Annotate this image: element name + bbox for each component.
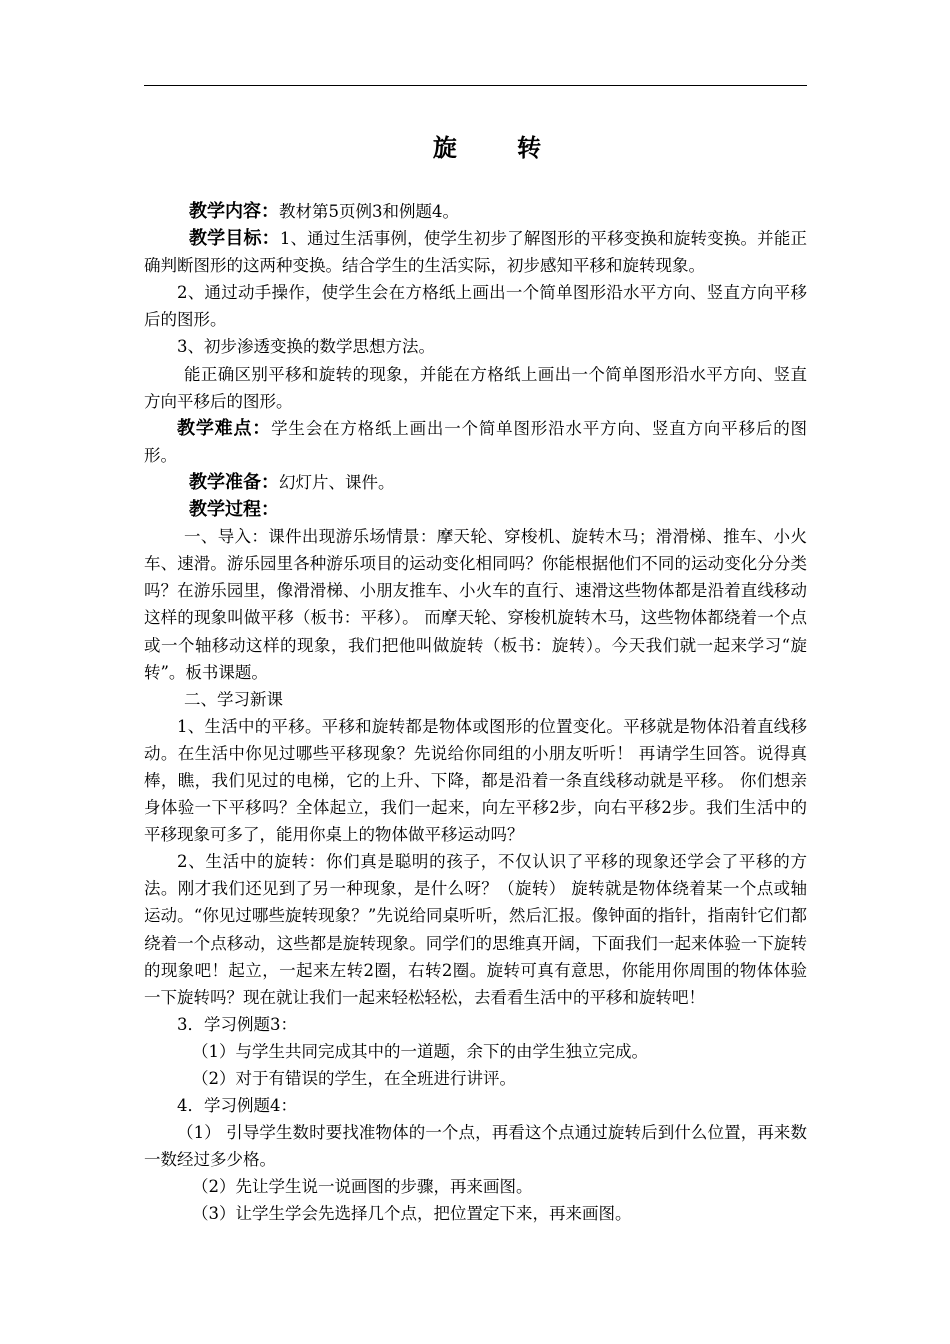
new-lesson-paragraph-2: 2、生活中的旋转：你们真是聪明的孩子，不仅认识了平移的现象还学会了平移的方法。刚才我们还见到了另一种现象，是什么呀？（旋转） 旋转就是物体绕着某一个点或轴运动。“你见过哪些旋转现象？”先说给同桌听听，然后汇报。像钟面的指针，指南针它们都绕着一个点移动，这些都是旋转现象。同学们的思维真开阔，下面我们一起来体验一下旋转的现象吧！起立，一起来左转2圈，右转2圈。旋转可真有意思，你能用你周围的物体体验一下旋转吗？现在就让我们一起来轻松轻松，去看看生活中的平移和旋转吧！	[144, 852, 807, 1007]
difficulty-label: 教学难点：	[177, 417, 272, 439]
example4-item-2: （2）先让学生说一说画图的步骤，再来画图。	[192, 1177, 533, 1197]
content-text: 教材第5页例3和例题4。	[279, 202, 459, 221]
example4-item-3: （3）让学生学会先选择几个点，把位置定下来，再来画图。	[192, 1204, 632, 1224]
document-body	[144, 198, 807, 1228]
objectives-paragraph	[144, 225, 807, 279]
objectives-item-1: 1、通过生活事例，使学生初步了解图形的平移变换和旋转变换。并能正确判断图形的这两种变换。结合学生的生活实际，初步感知平移和旋转现象。	[144, 229, 808, 276]
example4-item-1: （1） 引导学生数时要找准物体的一个点，再看这个点通过旋转后到什么位置，再来数一数经过多少格。	[144, 1123, 807, 1170]
difficulty-text: 学生会在方格纸上画出一个简单图形沿水平方向、竖直方向平移后的图形。	[144, 418, 808, 465]
key-points-paragraph: 能正确区别平移和旋转的现象，并能在方格纸上画出一个简单图形沿水平方向、竖直方向平移后的图形。	[144, 364, 807, 411]
new-lesson-heading: 二、学习新课	[184, 689, 283, 709]
objectives-item-3: 3、初步渗透变换的数学思想方法。	[177, 337, 435, 357]
preparation-label: 教学准备：	[189, 471, 279, 493]
process-intro-paragraph: 一、导入：课件出现游乐场情景：摩天轮、穿梭机、旋转木马；滑滑梯、推车、小火车、速滑。游乐园里各种游乐项目的运动变化相同吗？你能根据他们不同的运动变化分分类吗？在游乐园里，像滑滑梯、小朋友推车、小火车的直行、速滑这些物体都是沿着直线移动这样的现象叫做平移（板书：平移）。 而摩天轮、穿梭机旋转木马，这些物体都绕着一个点或一个轴移动这样的现象，我们把他叫做旋转（板书：旋转）。今天我们就一起来学习“旋转”。板书课题。	[144, 527, 807, 682]
content-label: 教学内容：	[189, 201, 279, 222]
process-paragraph	[144, 496, 807, 523]
example4-heading: 4．学习例题4：	[177, 1096, 297, 1116]
process-label: 教学过程：	[189, 499, 279, 521]
example3-item-2: （2）对于有错误的学生，在全班进行讲评。	[192, 1069, 516, 1088]
example3-heading: 3．学习例题3：	[177, 1014, 297, 1034]
objectives-item-2: 2、通过动手操作，使学生会在方格纸上画出一个简单图形沿水平方向、竖直方向平移后的图形。	[144, 283, 807, 330]
preparation-text: 幻灯片、课件。	[279, 472, 395, 492]
new-lesson-paragraph-1: 1、生活中的平移。平移和旋转都是物体或图形的位置变化。平移就是物体沿着直线移动。在生活中你见过哪些平移现象？先说给你同组的小朋友听听！ 再请学生回答。说得真棒，瞧，我们见过的电梯，它的上升、下降，都是沿着一条直线移动就是平移。 你们想亲身体验一下平移吗？全体起立，我们一起来，向左平移2步，向右平移2步。我们生活中的平移现象可多了，能用你桌上的物体做平移运动吗？	[144, 716, 807, 845]
preparation-paragraph	[144, 469, 807, 496]
objectives-label: 教学目标：	[189, 228, 280, 250]
difficulty-paragraph	[144, 415, 807, 469]
content-paragraph	[144, 198, 807, 225]
header-rule	[144, 85, 807, 86]
page-title: 旋 转	[432, 133, 568, 162]
example3-item-1: （1）与学生共同完成其中的一道题，余下的由学生独立完成。	[192, 1041, 648, 1061]
